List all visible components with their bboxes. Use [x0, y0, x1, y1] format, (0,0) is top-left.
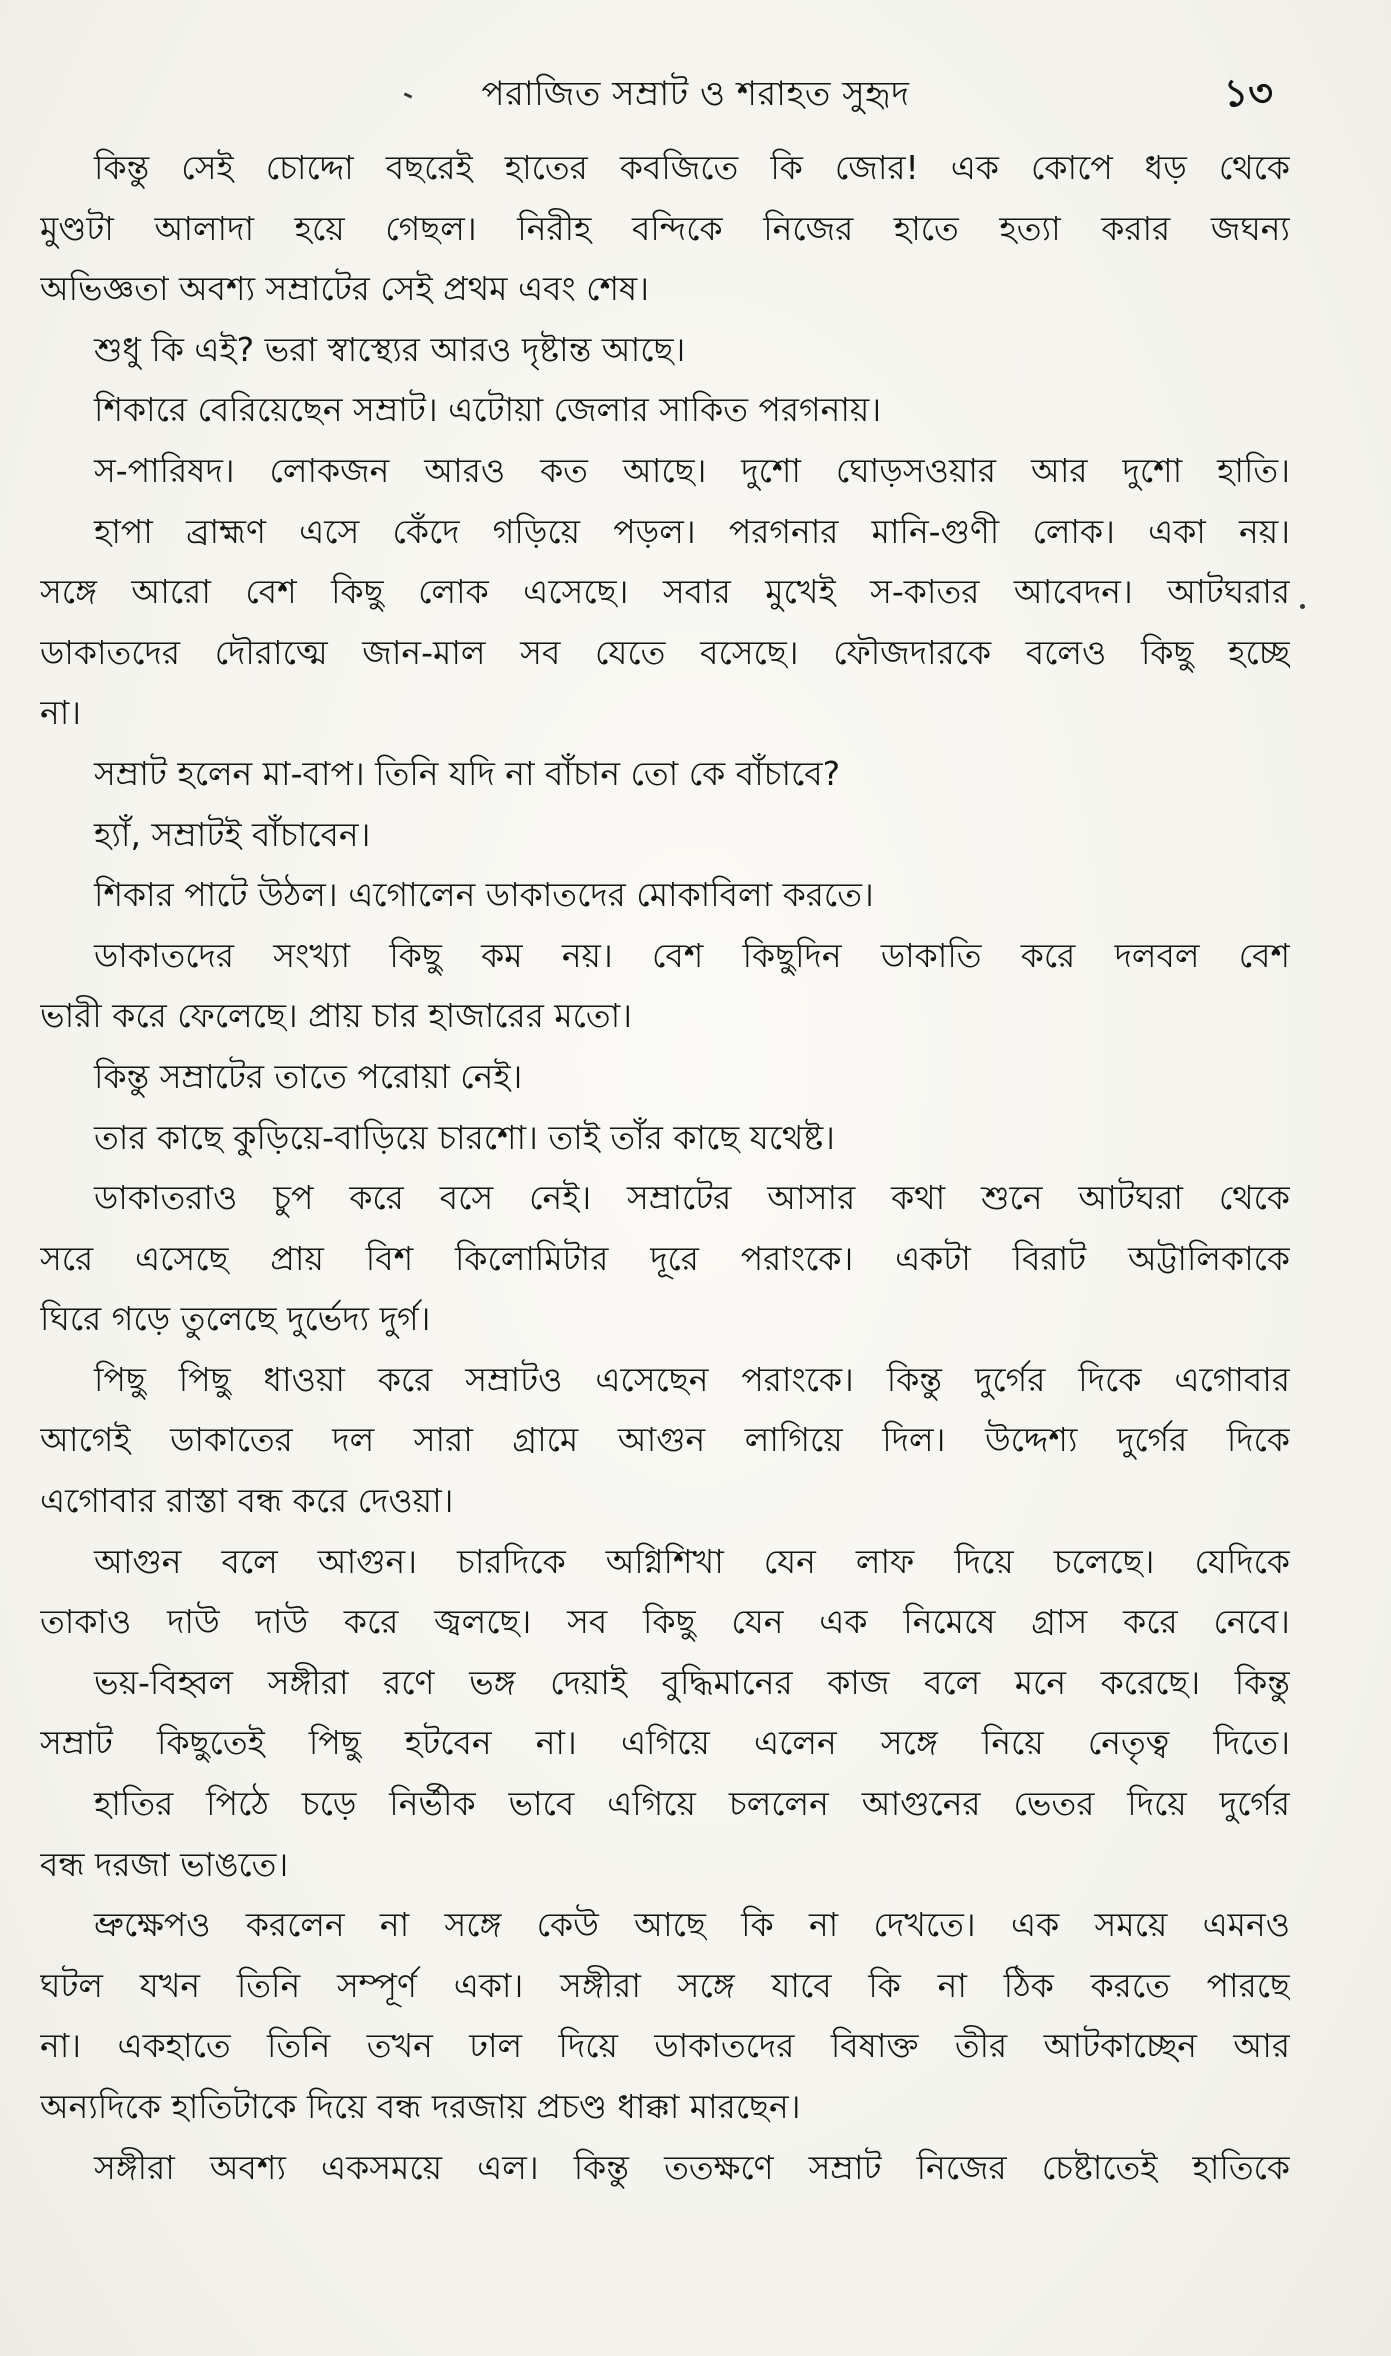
text-line: ভ্রুক্ষেপও করলেন না সঙ্গে কেউ আছে কি না দেখতে। এক সময়ে এমনও: [94, 1905, 1290, 1945]
text-line: বন্ধ দরজা ভাঙতে।: [40, 1844, 289, 1884]
text-line: ডাকাতরাও চুপ করে বসে নেই। সম্রাটের আসার কথা শুনে আটঘরা থেকে: [94, 1178, 1290, 1218]
text-line: মুণ্ডটা আলাদা হয়ে গেছল। নিরীহ বন্দিকে নিজের হাতে হত্যা করার জঘন্য: [40, 208, 1290, 248]
text-line: সরে এসেছে প্রায় বিশ কিলোমিটার দূরে পরাংকে। একটা বিরাট অট্টালিকাকে: [40, 1238, 1290, 1278]
text-line: হ্যাঁ, সম্রাটই বাঁচাবেন।: [94, 814, 371, 854]
text-line: শিকারে বেরিয়েছেন সম্রাট। এটোয়া জেলার সাকিত পরগনায়।: [94, 390, 882, 430]
text-line: তার কাছে কুড়িয়ে-বাড়িয়ে চারশো। তাই তাঁর কাছে যথেষ্ট।: [94, 1117, 835, 1157]
text-line: কিন্তু সম্রাটের তাতে পরোয়া নেই।: [94, 1056, 523, 1096]
text-line: স-পারিষদ। লোকজন আরও কত আছে। দুশো ঘোড়সওয়ার আর দুশো হাতি।: [94, 450, 1290, 490]
text-line: ঘিরে গড়ে তুলেছে দুর্ভেদ্য দুর্গ।: [40, 1299, 431, 1339]
text-line: আগুন বলে আগুন। চারদিকে অগ্নিশিখা যেন লাফ দিয়ে চলেছে। যেদিকে: [94, 1541, 1290, 1581]
text-line: হাতির পিঠে চড়ে নির্ভীক ভাবে এগিয়ে চললেন আগুনের ভেতর দিয়ে দুর্গের: [94, 1784, 1290, 1824]
text-line: এগোবার রাস্তা বন্ধ করে দেওয়া।: [40, 1481, 454, 1521]
text-line: শিকার পাটে উঠল। এগোলেন ডাকাতদের মোকাবিলা করতে।: [94, 875, 874, 915]
text-line: আগেই ডাকাতের দল সারা গ্রামে আগুন লাগিয়ে দিল। উদ্দেশ্য দুর্গের দিকে: [40, 1420, 1290, 1460]
text-line: অভিজ্ঞতা অবশ্য সম্রাটের সেই প্রথম এবং শেষ।: [40, 269, 650, 309]
text-line: তাকাও দাউ দাউ করে জ্বলছে। সব কিছু যেন এক নিমেষে গ্রাস করে নেবে।: [40, 1602, 1290, 1642]
body-text: [40, 138, 1290, 2198]
text-line: না।: [40, 693, 82, 733]
text-line: শুধু কি এই? ভরা স্বাস্থ্যের আরও দৃষ্টান্ত আছে।: [94, 329, 686, 369]
text-line: কিন্তু সেই চোদ্দো বছরেই হাতের কবজিতে কি জোর! এক কোপে ধড় থেকে: [94, 148, 1290, 187]
text-line: হাপা ব্রাহ্মণ এসে কেঁদে গড়িয়ে পড়ল। পরগনার মানি-গুণী লোক। একা নয়।: [94, 511, 1290, 551]
running-title: পরাজিত সম্রাট ও শরাহত সুহৃদ: [481, 74, 910, 114]
text-line: ঘটল যখন তিনি সম্পূর্ণ একা। সঙ্গীরা সঙ্গে যাবে কি না ঠিক করতে পারছে: [40, 1965, 1290, 2005]
text-line: অন্যদিকে হাতিটাকে দিয়ে বন্ধ দরজায় প্রচণ্ড ধাক্কা মারছেন।: [40, 2087, 801, 2126]
page-header: [0, 62, 1391, 122]
text-line: ভয়-বিহ্বল সঙ্গীরা রণে ভঙ্গ দেয়াই বুদ্ধিমানের কাজ বলে মনে করেছে। কিন্তু: [94, 1662, 1290, 1702]
text-line: ভারী করে ফেলেছে। প্রায় চার হাজারের মতো।: [40, 996, 633, 1036]
text-line: সঙ্গীরা অবশ্য একসময়ে এল। কিন্তু ততক্ষণে সম্রাট নিজের চেষ্টাতেই হাতিকে: [94, 2147, 1290, 2187]
text-line: ডাকাতদের সংখ্যা কিছু কম নয়। বেশ কিছুদিন ডাকাতি করে দলবল বেশ: [94, 935, 1290, 975]
text-line: সম্রাট হলেন মা-বাপ। তিনি যদি না বাঁচান তো কে বাঁচাবে?: [94, 753, 841, 793]
text-line: সম্রাট কিছুতেই পিছু হটবেন না। এগিয়ে এলেন সঙ্গে নিয়ে নেতৃত্ব দিতে।: [40, 1723, 1290, 1763]
page-number: ১৩: [1223, 71, 1273, 115]
text-line: ডাকাতদের দৌরাত্মে জান-মাল সব যেতে বসেছে। ফৌজদারকে বলেও কিছু হচ্ছে: [40, 632, 1290, 672]
text-line: না। একহাতে তিনি তখন ঢাল দিয়ে ডাকাতদের বিষাক্ত তীর আটকাচ্ছেন আর: [40, 2026, 1290, 2066]
text-line: সঙ্গে আরো বেশ কিছু লোক এসেছে। সবার মুখেই স-কাতর আবেদন। আটঘরার: [40, 572, 1290, 612]
margin-dot: [1300, 604, 1305, 609]
text-line: পিছু পিছু ধাওয়া করে সম্রাটও এসেছেন পরাংকে। কিন্তু দুর্গের দিকে এগোবার: [94, 1359, 1290, 1399]
